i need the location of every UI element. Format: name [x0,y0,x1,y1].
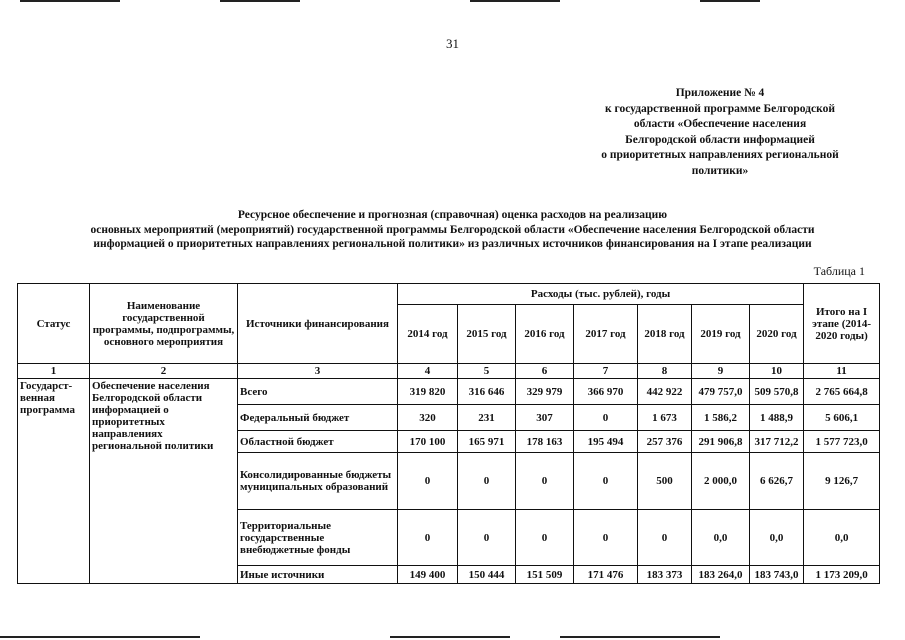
appendix-block [560,86,880,179]
title-line: Ресурсное обеспечение и прогнозная (справочная) оценка расходов на реализацию [237,209,668,221]
source-cell: Областной бюджет [238,431,398,453]
appendix-line: к государственной программе Белгородской [605,102,835,115]
column-number: 4 [398,364,458,379]
value-cell: 500 [638,453,692,510]
funding-table [17,283,880,584]
column-number: 2 [90,364,238,379]
value-cell: 0 [574,510,638,566]
value-cell: 1 586,2 [692,405,750,431]
value-cell: 151 509 [516,566,574,584]
value-cell: 170 100 [398,431,458,453]
value-cell: 319 820 [398,379,458,405]
column-number: 6 [516,364,574,379]
appendix-line: политики» [691,164,749,177]
value-cell: 183 743,0 [750,566,804,584]
value-cell: 479 757,0 [692,379,750,405]
header-year: 2018 год [638,305,692,364]
value-cell: 0,0 [692,510,750,566]
column-number: 5 [458,364,516,379]
value-cell: 317 712,2 [750,431,804,453]
value-cell: 0 [458,510,516,566]
column-number: 10 [750,364,804,379]
value-cell: 509 570,8 [750,379,804,405]
value-cell: 165 971 [458,431,516,453]
value-cell: 442 922 [638,379,692,405]
appendix-line: Белгородской области информацией [625,133,815,146]
column-number: 1 [18,364,90,379]
value-cell: 178 163 [516,431,574,453]
value-cell: 316 646 [458,379,516,405]
value-cell: 0 [638,510,692,566]
value-cell: 0 [574,405,638,431]
appendix-line: области «Обеспечение населения [633,118,807,130]
header-status: Статус [18,284,90,364]
scan-edge-line [20,0,120,2]
title-line: информацией о приоритетных направлениях региональной политики» из различных источников финансирования на I этапе реализации [93,238,812,250]
value-cell: 183 373 [638,566,692,584]
header-year: 2020 год [750,305,804,364]
scan-edge-line [220,0,300,2]
document-title [0,208,905,252]
column-number: 7 [574,364,638,379]
table-label: Таблица 1 [813,264,865,278]
source-cell: Всего [238,379,398,405]
value-cell: 366 970 [574,379,638,405]
page-number: 31 [446,36,459,51]
header-year: 2019 год [692,305,750,364]
scan-edge-line [0,636,200,638]
scan-edge-line [560,636,720,638]
value-cell: 0 [398,453,458,510]
appendix-line: Приложение № 4 [675,87,765,99]
value-cell: 171 476 [574,566,638,584]
value-cell: 231 [458,405,516,431]
column-number-row [18,364,880,379]
source-cell: Территориальные государственные внебюджетные фонды [238,510,398,566]
table-row [18,379,880,405]
total-cell: 1 577 723,0 [804,431,880,453]
value-cell: 0 [516,453,574,510]
header-year: 2016 год [516,305,574,364]
column-number: 3 [238,364,398,379]
header-name: Наименование государственной программы, подпрограммы, основного мероприятия [90,284,238,364]
value-cell: 6 626,7 [750,453,804,510]
value-cell: 183 264,0 [692,566,750,584]
column-number: 8 [638,364,692,379]
value-cell: 2 000,0 [692,453,750,510]
header-year: 2014 год [398,305,458,364]
appendix-line: о приоритетных направлениях региональной [601,149,839,161]
column-number: 9 [692,364,750,379]
total-cell: 1 173 209,0 [804,566,880,584]
status-cell: Государст-венная программа [18,379,90,584]
value-cell: 195 494 [574,431,638,453]
value-cell: 0 [516,510,574,566]
value-cell: 150 444 [458,566,516,584]
header-year: 2015 год [458,305,516,364]
source-cell: Консолидированные бюджеты муниципальных образований [238,453,398,510]
value-cell: 291 906,8 [692,431,750,453]
value-cell: 1 488,9 [750,405,804,431]
value-cell: 0 [458,453,516,510]
scan-edge-line [390,636,510,638]
header-expenses: Расходы (тыс. рублей), годы [398,284,804,305]
scan-edge-line [470,0,560,2]
column-number: 11 [804,364,880,379]
program-name-cell: Обеспечение населения Белгородской области информацией о приоритетных направлениях региональной политики [90,379,238,584]
value-cell: 0 [574,453,638,510]
total-cell: 2 765 664,8 [804,379,880,405]
total-cell: 9 126,7 [804,453,880,510]
total-cell: 5 606,1 [804,405,880,431]
source-cell: Иные источники [238,566,398,584]
header-sources: Источники финансирования [238,284,398,364]
value-cell: 307 [516,405,574,431]
value-cell: 0 [398,510,458,566]
scan-edge-line [700,0,760,2]
total-cell: 0,0 [804,510,880,566]
value-cell: 329 979 [516,379,574,405]
source-cell: Федеральный бюджет [238,405,398,431]
value-cell: 320 [398,405,458,431]
header-year: 2017 год [574,305,638,364]
value-cell: 1 673 [638,405,692,431]
value-cell: 149 400 [398,566,458,584]
value-cell: 0,0 [750,510,804,566]
header-total: Итого на I этапе (2014-2020 годы) [804,284,880,364]
value-cell: 257 376 [638,431,692,453]
title-line: основных мероприятий (мероприятий) государственной программы Белгородской области «Обеспечение населения Белгородской области [90,223,815,236]
